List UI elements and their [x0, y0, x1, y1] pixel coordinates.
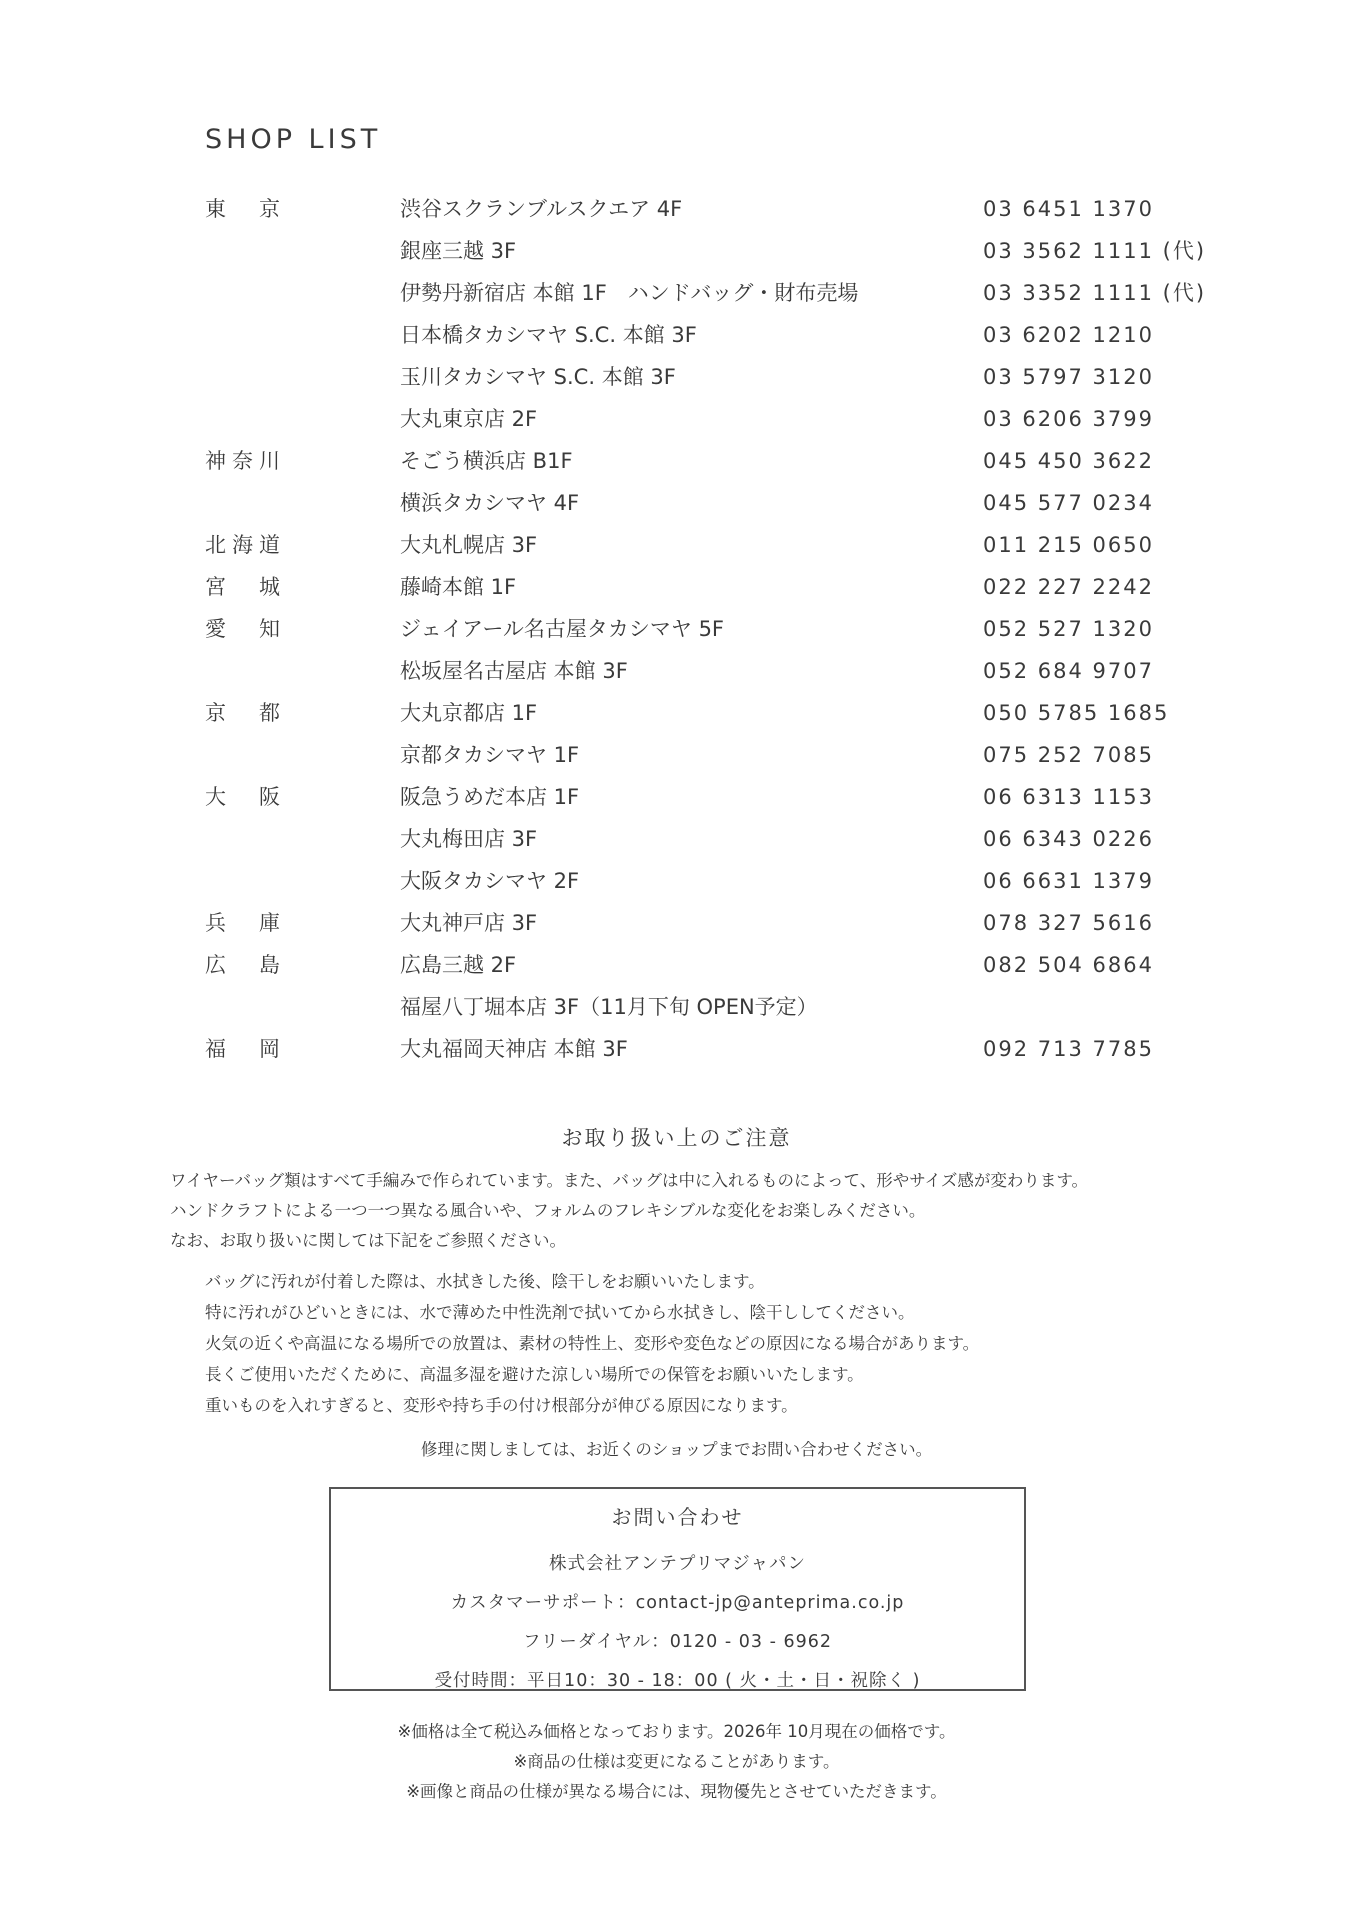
shop-name: 阪急うめだ本店 1F [400, 785, 580, 809]
shop-phone: 03 3352 1111 (代) [983, 281, 1207, 305]
shop-name: 大丸神戸店 3F [400, 911, 538, 935]
shop-phone: 078 327 5616 [983, 911, 1154, 935]
shop-phone: 022 227 2242 [983, 575, 1154, 599]
footnote: ※価格は全て税込み価格となっております。2026年 10月現在の価格です。 [397, 1722, 956, 1741]
shop-region: 宮 城 [205, 575, 286, 599]
shop-phone: 03 6451 1370 [983, 197, 1154, 221]
shop-row [0, 860, 1353, 902]
shop-phone: 092 713 7785 [983, 1037, 1154, 1061]
shop-phone: 011 215 0650 [983, 533, 1154, 557]
shop-row [0, 1028, 1353, 1070]
shop-name: そごう横浜店 B1F [400, 449, 573, 473]
intro-line: なお、お取り扱いに関しては下記をご参照ください。 [170, 1231, 566, 1250]
contact-box [329, 1487, 1026, 1691]
shop-phone: 075 252 7085 [983, 743, 1154, 767]
shop-name: 広島三越 2F [400, 953, 517, 977]
shop-region: 兵 庫 [205, 911, 286, 935]
shop-row [0, 986, 1353, 1028]
shop-region: 福 岡 [205, 1037, 286, 1061]
shop-name: 日本橋タカシマヤ S.C. 本館 3F [400, 323, 697, 347]
shop-row [0, 734, 1353, 776]
shop-phone: 06 6313 1153 [983, 785, 1154, 809]
shop-name: 松坂屋名古屋店 本館 3F [400, 659, 628, 683]
intro-line: ハンドクラフトによる一つ一つ異なる風合いや、フォルムのフレキシブルな変化をお楽しみください。 [170, 1201, 926, 1220]
shop-row [0, 188, 1353, 230]
shop-row [0, 776, 1353, 818]
shop-name: 横浜タカシマヤ 4F [400, 491, 580, 515]
shop-row [0, 356, 1353, 398]
shop-phone: 06 6631 1379 [983, 869, 1154, 893]
shop-phone: 06 6343 0226 [983, 827, 1154, 851]
shop-phone: 03 3562 1111 (代) [983, 239, 1207, 263]
shop-row [0, 314, 1353, 356]
shop-name: 藤崎本館 1F [400, 575, 517, 599]
shop-name: 銀座三越 3F [400, 239, 517, 263]
shop-row [0, 944, 1353, 986]
care-notes-heading: お取り扱い上のご注意 [561, 1126, 792, 1150]
shop-row [0, 692, 1353, 734]
contact-hours: 受付時間：平日10：30 - 18：00 ( 火・土・日・祝除く ) [434, 1671, 921, 1691]
shop-region: 神奈川 [205, 449, 286, 473]
shop-row [0, 650, 1353, 692]
shop-row [0, 440, 1353, 482]
shop-region: 京 都 [205, 701, 286, 725]
shop-list [0, 188, 1353, 1070]
shop-phone: 03 6206 3799 [983, 407, 1154, 431]
shop-phone: 03 5797 3120 [983, 365, 1154, 389]
care-item: バッグに汚れが付着した際は、水拭きした後、陰干しをお願いいたします。 [205, 1272, 765, 1291]
care-list [205, 1266, 1185, 1421]
shop-row [0, 902, 1353, 944]
intro-line: ワイヤーバッグ類はすべて手編みで作られています。また、バッグは中に入れるものによって、形やサイズ感が変わります。 [170, 1171, 1089, 1190]
shop-phone: 052 527 1320 [983, 617, 1154, 641]
shop-name: 大丸梅田店 3F [400, 827, 538, 851]
shop-row [0, 818, 1353, 860]
shop-row [0, 524, 1353, 566]
contact-title: お問い合わせ [611, 1505, 744, 1529]
shop-row [0, 398, 1353, 440]
shop-region: 北海道 [205, 533, 286, 557]
care-item: 火気の近くや高温になる場所での放置は、素材の特性上、変形や変色などの原因になる場合があります。 [205, 1334, 980, 1353]
shop-name: 大丸京都店 1F [400, 701, 538, 725]
shop-row [0, 482, 1353, 524]
footnote: ※画像と商品の仕様が異なる場合には、現物優先とさせていただきます。 [406, 1782, 947, 1801]
shop-name: 福屋八丁堀本店 3F（11月下旬 OPEN予定） [400, 995, 818, 1019]
shop-name: ジェイアール名古屋タカシマヤ 5F [400, 617, 725, 641]
contact-company: 株式会社アンテプリマジャパン [549, 1554, 806, 1574]
shop-name: 大丸東京店 2F [400, 407, 538, 431]
page-title: SHOP LIST [205, 124, 382, 155]
shop-phone: 050 5785 1685 [983, 701, 1170, 725]
contact-freedial: フリーダイヤル：0120 - 03 - 6962 [523, 1632, 832, 1652]
shop-name: 渋谷スクランブルスクエア 4F [400, 197, 683, 221]
shop-region: 大 阪 [205, 785, 286, 809]
shop-region: 東 京 [205, 197, 286, 221]
shop-name: 伊勢丹新宿店 本館 1F ハンドバッグ・財布売場 [400, 281, 859, 305]
shop-phone: 045 450 3622 [983, 449, 1154, 473]
shop-name: 大丸札幌店 3F [400, 533, 538, 557]
care-intro [170, 1166, 1190, 1256]
shop-phone: 082 504 6864 [983, 953, 1154, 977]
shop-row [0, 608, 1353, 650]
shop-phone: 03 6202 1210 [983, 323, 1154, 347]
contact-support: カスタマーサポート：contact-jp@anteprima.co.jp [450, 1593, 905, 1613]
care-item: 長くご使用いただくために、高温多湿を避けた涼しい場所での保管をお願いいたします。 [205, 1365, 864, 1384]
shop-region: 愛 知 [205, 617, 286, 641]
shop-name: 京都タカシマヤ 1F [400, 743, 580, 767]
shop-name: 大丸福岡天神店 本館 3F [400, 1037, 628, 1061]
shop-row [0, 230, 1353, 272]
footnotes [0, 1717, 1353, 1807]
shop-phone: 045 577 0234 [983, 491, 1154, 515]
shop-row [0, 566, 1353, 608]
shop-name: 大阪タカシマヤ 2F [400, 869, 580, 893]
care-item: 特に汚れがひどいときには、水で薄めた中性洗剤で拭いてから水拭きし、陰干ししてください。 [205, 1303, 915, 1322]
shop-row [0, 272, 1353, 314]
footnote: ※商品の仕様は変更になることがあります。 [513, 1752, 840, 1771]
care-item: 重いものを入れすぎると、変形や持ち手の付け根部分が伸びる原因になります。 [205, 1396, 798, 1415]
repair-note: 修理に関しましては、お近くのショップまでお問い合わせください。 [420, 1440, 933, 1459]
shop-name: 玉川タカシマヤ S.C. 本館 3F [400, 365, 676, 389]
shop-phone: 052 684 9707 [983, 659, 1154, 683]
shop-region: 広 島 [205, 953, 286, 977]
